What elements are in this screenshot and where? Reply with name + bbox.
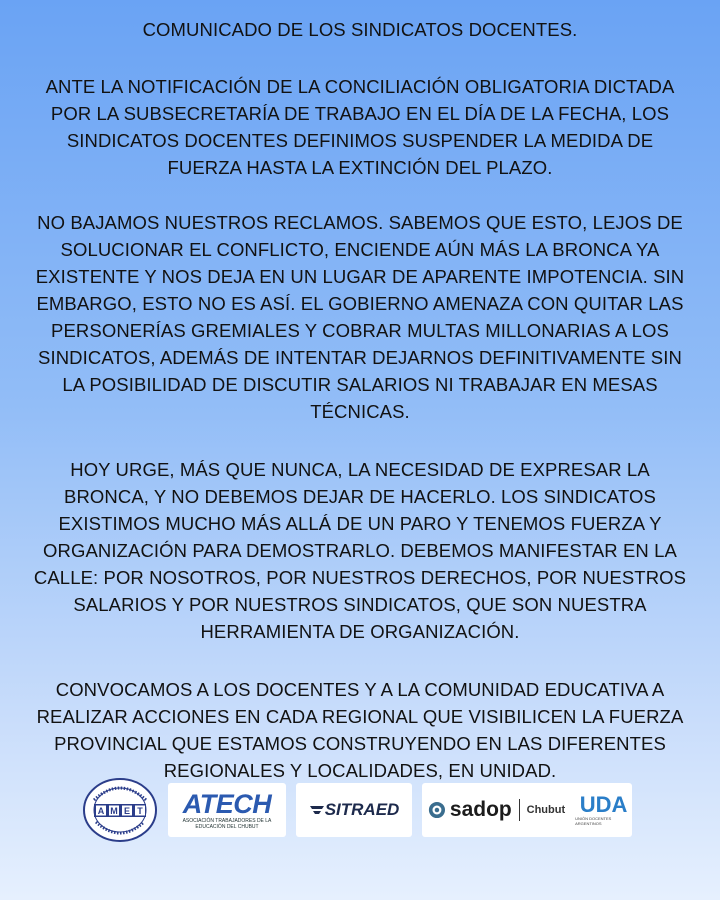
paragraph-line: SINDICATOS, ADEMÁS DE INTENTAR DEJARNOS DEFINITIVAMENTE SIN bbox=[38, 347, 682, 368]
paragraph-line: LA POSIBILIDAD DE DISCUTIR SALARIOS NI TRABAJAR EN MESAS bbox=[62, 374, 658, 395]
paragraph-claims bbox=[20, 209, 700, 425]
paragraph-line: HERRAMIENTA DE ORGANIZACIÓN. bbox=[200, 621, 520, 642]
paragraph-line: EXISTENTE Y NOS DEJA EN UN LUGAR DE APARENTE IMPOTENCIA. SIN bbox=[35, 266, 685, 287]
paragraph-line: PROVINCIAL QUE ESTAMOS CONSTRUYENDO EN LAS DIFERENTES bbox=[54, 733, 666, 754]
paragraph-line: HOY URGE, MÁS QUE NUNCA, LA NECESIDAD DE EXPRESAR LA bbox=[70, 459, 650, 480]
paragraph-line: NO BAJAMOS NUESTROS RECLAMOS. SABEMOS QUE ESTO, LEJOS DE bbox=[37, 212, 683, 233]
amet-logo bbox=[82, 778, 158, 842]
paragraph-call-to-action bbox=[20, 676, 700, 784]
paragraph-line: SALARIOS Y POR NUESTROS SINDICATOS, QUE SON NUESTRA bbox=[73, 594, 647, 615]
uda-wordmark: UDA bbox=[579, 792, 628, 817]
sitraed-mark-icon bbox=[309, 803, 325, 817]
logo-divider bbox=[519, 799, 520, 821]
document-title: COMUNICADO DE LOS SINDICATOS DOCENTES. bbox=[142, 19, 578, 40]
paragraph-line: CALLE: POR NOSOTROS, POR NUESTROS DERECHOS, POR NUESTROS bbox=[33, 567, 687, 588]
sadop-emblem-icon bbox=[428, 800, 446, 820]
amet-seal-icon bbox=[82, 778, 158, 842]
atech-logo bbox=[168, 783, 286, 837]
sadop-region: Chubut bbox=[526, 804, 566, 816]
sitraed-wordmark: SITRAED bbox=[324, 800, 400, 819]
paragraph-line: POR LA SUBSECRETARÍA DE TRABAJO EN EL DÍA DE LA FECHA, LOS bbox=[50, 103, 670, 124]
paragraph-line: REGIONALES Y LOCALIDADES, EN UNIDAD. bbox=[163, 760, 557, 781]
paragraph-line: TÉCNICAS. bbox=[310, 401, 410, 422]
paragraph-line: ORGANIZACIÓN PARA DEMOSTRARLO. DEBEMOS MANIFESTAR EN LA bbox=[43, 540, 677, 561]
amet-letter: A bbox=[97, 806, 105, 816]
paragraph-line: SINDICATOS DOCENTES DEFINIMOS SUSPENDER LA MEDIDA DE bbox=[66, 130, 654, 151]
paragraph-line: BRONCA, Y NO DEBEMOS DEJAR DE HACERLO. LOS SINDICATOS bbox=[64, 486, 656, 507]
atech-wordmark: ATECH bbox=[182, 789, 272, 819]
amet-letter: T bbox=[137, 806, 143, 816]
union-logos-strip bbox=[82, 778, 632, 842]
amet-letter: M bbox=[110, 806, 118, 816]
amet-letter: E bbox=[123, 806, 131, 816]
uda-subtitle: UNIÓN DOCENTES ARGENTINOS bbox=[575, 816, 612, 826]
paragraph-conciliation bbox=[20, 73, 700, 181]
paragraph-line: PERSONERÍAS GREMIALES Y COBRAR MULTAS MILLONARIAS A LOS bbox=[51, 320, 669, 341]
atech-subtitle: ASOCIACIÓN TRABAJADORES DE LA EDUCACIÓN DEL CHUBUT bbox=[182, 818, 272, 830]
paragraph-line: FUERZA HASTA LA EXTINCIÓN DEL PLAZO. bbox=[167, 157, 553, 178]
paragraph-line: CONVOCAMOS A LOS DOCENTES Y A LA COMUNIDAD EDUCATIVA A bbox=[55, 679, 665, 700]
paragraph-line: SOLUCIONAR EL CONFLICTO, ENCIENDE AÚN MÁS LA BRONCA YA bbox=[60, 239, 660, 260]
sitraed-logo bbox=[296, 783, 412, 837]
paragraph-line: REALIZAR ACCIONES EN CADA REGIONAL QUE VISIBILICEN LA FUERZA bbox=[36, 706, 684, 727]
paragraph-line: ANTE LA NOTIFICACIÓN DE LA CONCILIACIÓN OBLIGATORIA DICTADA bbox=[45, 76, 675, 97]
paragraph-line: EXISTIMOS MUCHO MÁS ALLÁ DE UN PARO Y TENEMOS FUERZA Y bbox=[58, 513, 662, 534]
paragraph-urgency bbox=[20, 456, 700, 645]
paragraph-line: EMBARGO, ESTO NO ES ASÍ. EL GOBIERNO AMENAZA CON QUITAR LAS bbox=[36, 293, 684, 314]
uda-logo bbox=[575, 794, 632, 826]
sadop-wordmark: sadop bbox=[449, 798, 512, 821]
sadop-uda-logo bbox=[422, 783, 632, 837]
